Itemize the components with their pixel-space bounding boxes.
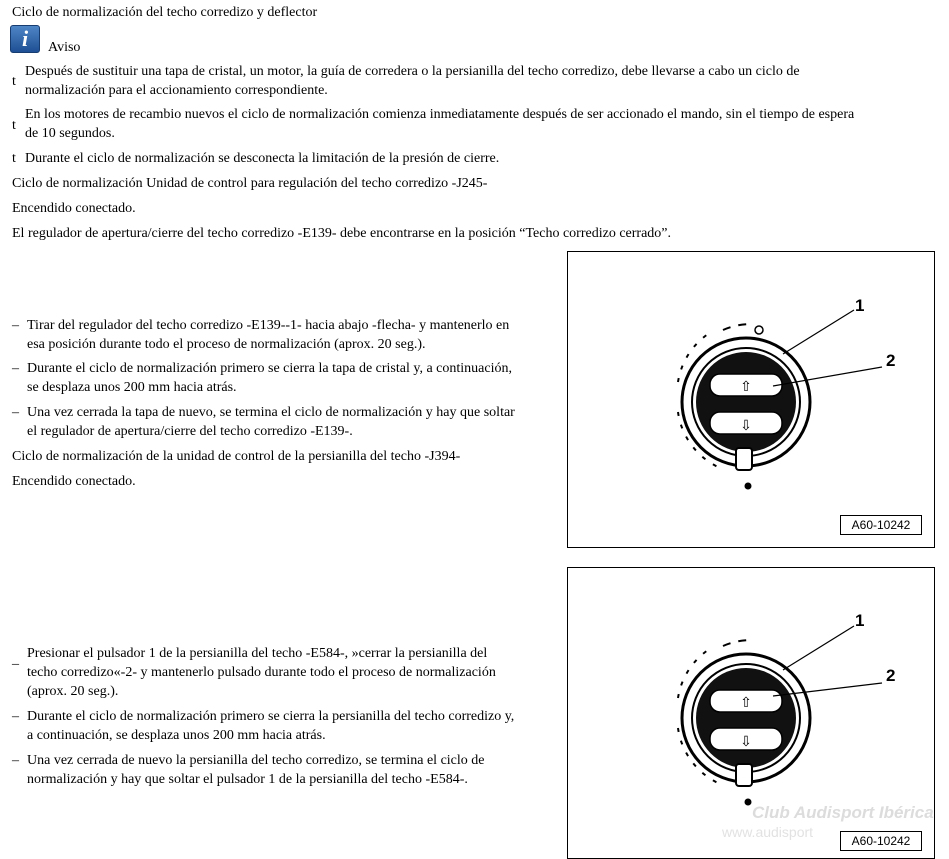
- section2-condition: Encendido conectado.: [12, 474, 136, 489]
- note-3-line-1: Durante el ciclo de normalización se desconecta la limitación de la presión de cierre.: [25, 151, 500, 166]
- s1-step-3-line-1: Una vez cerrada la tapa de nuevo, se termina el ciclo de normalización y hay que soltar: [27, 405, 515, 420]
- callout-line-1: [783, 626, 854, 670]
- watermark-title: Club Audisport Ibérica: [752, 803, 934, 822]
- step-marker: –: [12, 753, 19, 768]
- figure-label: A60-10242: [840, 515, 922, 535]
- s2-step-1-line-1: Presionar el pulsador 1 de la persianilla del techo -E584-, »cerrar la persianilla del: [27, 646, 488, 661]
- note-1-line-2: normalización para el accionamiento correspondiente.: [25, 83, 328, 98]
- figure-label: A60-10242: [840, 831, 922, 851]
- note-marker: t: [12, 151, 16, 166]
- s2-step-2-line-1: Durante el ciclo de normalización primero se cierra la persianilla del techo corredizo y,: [27, 709, 515, 724]
- note-marker: t: [12, 118, 16, 133]
- switch-tab: [736, 448, 752, 470]
- note-2-line-2: de 10 segundos.: [25, 126, 115, 141]
- callout-line-1: [783, 310, 854, 354]
- note-marker: t: [12, 74, 16, 89]
- callout-2: 2: [886, 666, 896, 685]
- s2-step-1-line-2: techo corredizo«-2- y mantenerlo pulsado durante todo el proceso de normalización: [27, 665, 496, 680]
- note-2-line-1: En los motores de recambio nuevos el ciclo de normalización comienza inmediatamente después de ser accionado el mando, sin el tiempo de espera: [25, 107, 855, 122]
- info-icon: i: [10, 25, 40, 53]
- scale-dot-bottom: [745, 483, 752, 490]
- switch-tab: [736, 764, 752, 786]
- callout-2: 2: [886, 351, 896, 370]
- step-marker: –: [12, 405, 19, 420]
- section1-condition: Encendido conectado.: [12, 201, 136, 216]
- figure-1: [567, 251, 935, 548]
- scale-dot-top: [755, 326, 763, 334]
- callout-1: 1: [855, 611, 865, 630]
- section1-heading: Ciclo de normalización Unidad de control para regulación del techo corredizo -J245-: [12, 176, 488, 191]
- arrow-down-icon: ⇩: [740, 418, 752, 434]
- s1-step-1-line-1: Tirar del regulador del techo corredizo -E139--1- hacia abajo -flecha- y mantenerlo en: [27, 318, 510, 333]
- s2-step-2-line-2: a continuación, se desplaza unos 200 mm hacia atrás.: [27, 728, 326, 743]
- step-marker: –: [12, 361, 19, 376]
- scale-dot-bottom: [745, 799, 752, 806]
- s1-step-2-line-1: Durante el ciclo de normalización primero se cierra la tapa de cristal y, a continuación,: [27, 361, 512, 376]
- arrow-down-icon: ⇩: [740, 734, 752, 750]
- notice-label: Aviso: [48, 40, 81, 55]
- arrow-up-icon: ⇧: [740, 695, 752, 711]
- sunroof-switch-diagram-1: [568, 252, 934, 547]
- s2-step-3-line-1: Una vez cerrada de nuevo la persianilla del techo corredizo, se termina el ciclo de: [27, 753, 485, 768]
- page-title: Ciclo de normalización del techo corredizo y deflector: [12, 5, 318, 20]
- s1-step-2-line-2: se desplaza unos 200 mm hacia atrás.: [27, 380, 237, 395]
- arrow-up-icon: ⇧: [740, 379, 752, 395]
- callout-1: 1: [855, 296, 865, 315]
- section2-heading: Ciclo de normalización de la unidad de control de la persianilla del techo -J394-: [12, 449, 461, 464]
- note-1-line-1: Después de sustituir una tapa de cristal, un motor, la guía de corredera o la persianilla del techo corredizo, debe llevarse a cabo un ciclo de: [25, 64, 800, 79]
- section1-requirement: El regulador de apertura/cierre del techo corredizo -E139- debe encontrarse en la posición “Techo corredizo cerrado”.: [12, 226, 672, 241]
- step-marker: _: [12, 652, 19, 667]
- step-marker: –: [12, 318, 19, 333]
- step-marker: –: [12, 709, 19, 724]
- s1-step-3-line-2: el regulador de apertura/cierre del techo corredizo -E139-.: [27, 424, 353, 439]
- s1-step-1-line-2: esa posición durante todo el proceso de normalización (aprox. 20 seg.).: [27, 337, 426, 352]
- s2-step-3-line-2: normalización y hay que soltar el pulsador 1 de la persianilla del techo -E584-.: [27, 772, 468, 787]
- s2-step-1-line-3: (aprox. 20 seg.).: [27, 684, 119, 699]
- watermark-url: www.audisport: [722, 824, 814, 840]
